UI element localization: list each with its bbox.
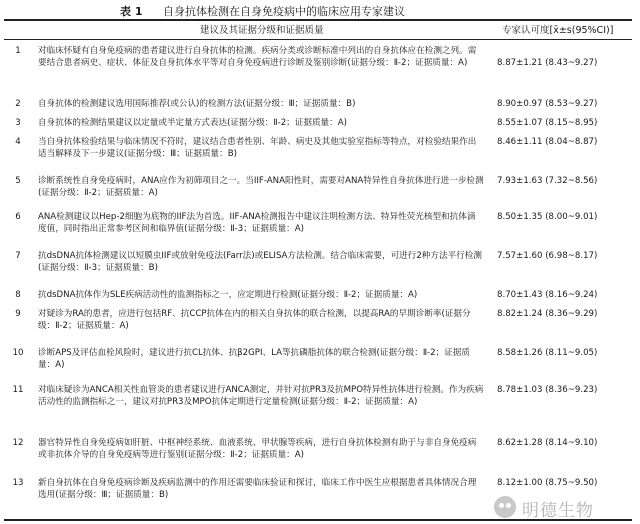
row-number: 7 xyxy=(15,251,21,261)
row-score: 8.78±1.03 (8.36~9.23) xyxy=(497,385,598,395)
table-caption xyxy=(0,2,640,18)
row-recommendation: 对临床怀疑有自身免疫病的患者建议进行自身抗体的检测。疾病分类或诊断标准中列出的自身抗体应在检测之列。需要结合患者病史、症状、体征及自身抗体水平等对自身免疫病进行诊断及鉴别诊断(证据分级：Ⅱ-2；证据质量：A) xyxy=(38,46,477,69)
row-recommendation: ANA检测建议以Hep-2细胞为底物的IIF法为首选。IIF-ANA检测报告中建议注明检测方法、特异性荧光核型和抗体滴度值，同时指出正常参考区间和临界值(证据分级：Ⅱ-3；证据质量：A) xyxy=(38,212,476,235)
column-header-score: 专家认可度[x̄±s(95%CI)] xyxy=(502,25,614,36)
row-recommendation: 抗dsDNA抗体作为SLE疾病活动性的监测指标之一，应定期进行检测(证据分级：Ⅱ-2；证据质量：A) xyxy=(38,290,418,300)
row-score: 7.57±1.60 (6.98~8.17) xyxy=(497,251,598,261)
row-recommendation: 自身抗体的检测结果建议以定量或半定量方式表达(证据分级：Ⅱ-2；证据质量：A) xyxy=(38,118,347,128)
row-recommendation: 新自身抗体在自身免疫病诊断及疾病监测中的作用还需要临床验证和探讨，临床工作中医生应根据患者具体情况合理选用(证据分级：Ⅲ；证据质量：B) xyxy=(38,478,477,501)
row-number: 5 xyxy=(15,176,21,186)
row-score: 8.62±1.28 (8.14~9.10) xyxy=(497,438,598,448)
watermark-text: 明德生物 xyxy=(522,501,594,521)
table-label: 表 1 xyxy=(120,5,143,18)
row-recommendation: 对临床疑诊为ANCA相关性血管炎的患者建议进行ANCA测定，并针对抗PR3及抗MPO特异性抗体进行检测。作为疾病活动性的监测指标之一，建议对抗PR3及MPO抗体定期进行定量检测(证据分级：Ⅱ-2；证据质量：A) xyxy=(38,385,484,408)
row-score: 8.87±1.21 (8.43~9.27) xyxy=(497,58,598,68)
row-number: 3 xyxy=(15,118,21,128)
row-number: 13 xyxy=(12,478,24,488)
column-header-recommendation: 建议及其证据分级和证据质量 xyxy=(200,25,324,36)
row-number: 4 xyxy=(15,137,21,147)
row-number: 1 xyxy=(15,46,21,56)
row-score: 8.70±1.43 (8.16~9.24) xyxy=(497,290,598,300)
row-recommendation: 抗dsDNA抗体检测建议以短膜虫IIF或放射免疫法(Farr法)或ELISA方法检测。结合临床需要，可进行2种方法平行检测(证据分级：Ⅱ-3；证据质量：B) xyxy=(38,251,482,274)
row-recommendation: 自身抗体的检测建议选用国际推荐(或公认)的检测方法(证据分级：Ⅲ；证据质量：B) xyxy=(38,99,356,109)
row-recommendation: 诊断APS及评估血栓风险时，建议进行抗CL抗体、抗β2GPⅠ、LA等抗磷脂抗体的联合检测(证据分级：Ⅱ-2；证据质量：A) xyxy=(38,348,470,371)
row-recommendation: 对疑诊为RA的患者，应进行包括RF、抗CCP抗体在内的相关自身抗体的联合检测，以提高RA的早期诊断率(证据分级：Ⅱ-2；证据质量：A) xyxy=(38,309,471,332)
row-score: 8.46±1.11 (8.04~8.87) xyxy=(497,137,598,147)
row-recommendation: 器官特异性自身免疫病如肝脏、中枢神经系统、血液系统、甲状腺等疾病，进行自身抗体检测有助于与非自身免疫病或非抗体介导的自身免疫病等进行鉴别(证据分级：Ⅱ-2；证据质量：A) xyxy=(38,438,477,461)
row-score: 8.82±1.24 (8.36~9.29) xyxy=(497,309,598,319)
watermark xyxy=(494,494,632,520)
row-score: 8.90±0.97 (8.53~9.27) xyxy=(497,99,598,109)
row-number: 11 xyxy=(12,385,24,395)
header-rule xyxy=(4,39,632,40)
row-score: 8.58±1.26 (8.11~9.05) xyxy=(497,348,598,358)
row-number: 10 xyxy=(12,348,24,358)
row-score: 7.93±1.63 (7.32~8.56) xyxy=(497,176,598,186)
row-recommendation: 诊断系统性自身免疫病时，ANA应作为初筛项目之一。当IIF-ANA阳性时，需要对ANA特异性自身抗体进行进一步检测(证据分级：Ⅱ-2；证据质量：A) xyxy=(38,176,484,199)
table-title: 自身抗体检测在自身免疫病中的临床应用专家建议 xyxy=(163,5,405,18)
row-number: 9 xyxy=(15,309,21,319)
row-number: 12 xyxy=(12,438,24,448)
row-number: 8 xyxy=(15,290,21,300)
row-number: 6 xyxy=(15,212,21,222)
row-score: 8.12±1.00 (8.75~9.50) xyxy=(497,478,598,488)
row-recommendation: 当自身抗体检验结果与临床情况不符时，建议结合患者性别、年龄、病史及其他实验室指标等特点，对检验结果作出适当解释及下一步建议(证据分级：Ⅲ；证据质量：B) xyxy=(38,137,477,160)
top-rule xyxy=(4,19,632,21)
row-score: 8.55±1.07 (8.15~8.95) xyxy=(497,118,598,128)
row-score: 8.50±1.35 (8.00~9.01) xyxy=(497,212,598,222)
wechat-icon xyxy=(494,496,516,518)
row-number: 2 xyxy=(15,99,21,109)
